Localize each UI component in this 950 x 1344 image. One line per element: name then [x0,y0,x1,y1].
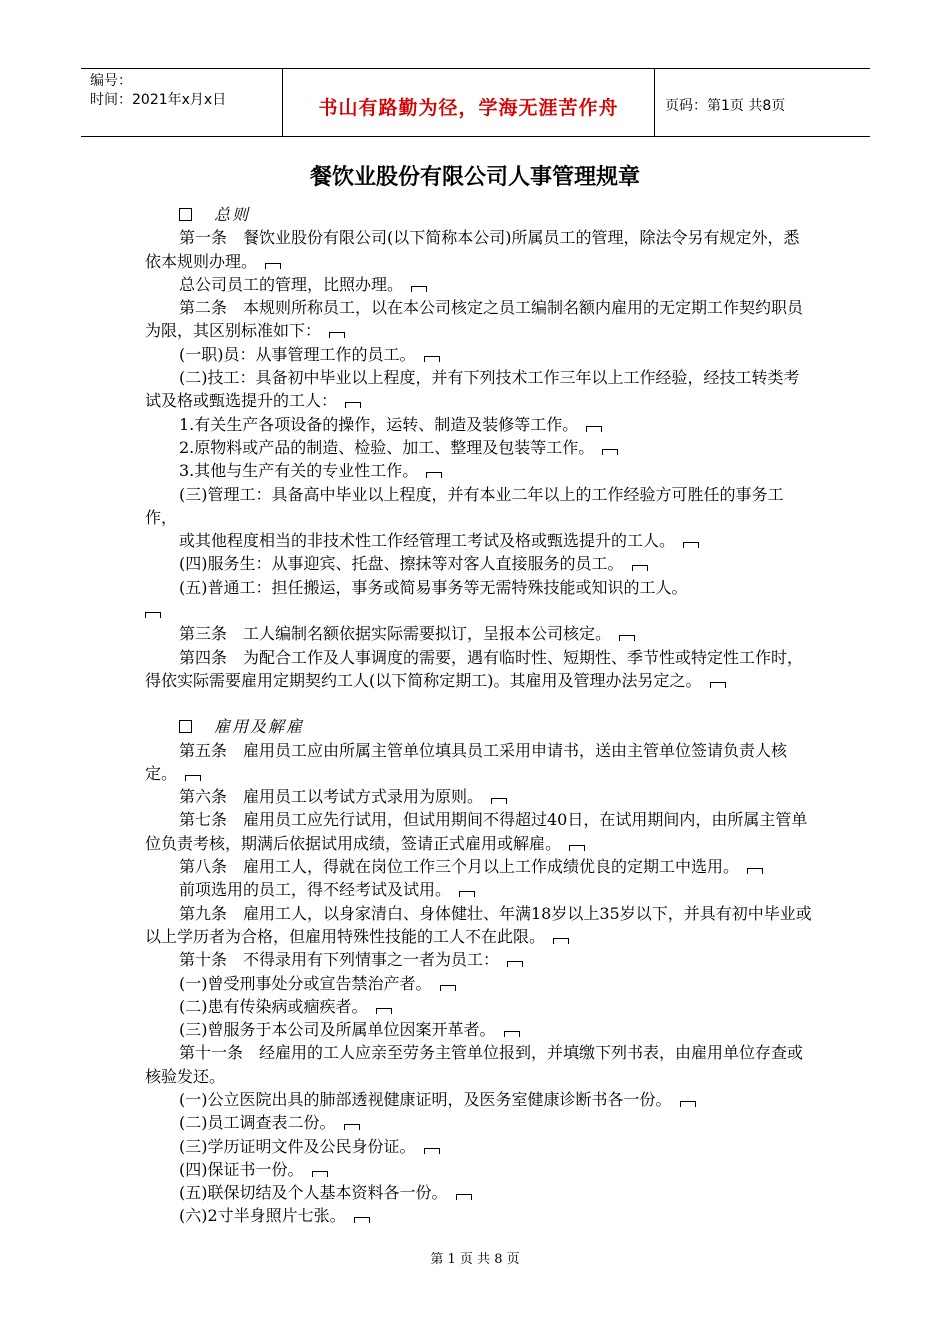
paragraph-mark-icon [376,1008,392,1014]
paragraph: (二)技工：具备初中毕业以上程度，并有下列技术工作三年以上工作经验，经技工转类考试及格或甄选提升的工人： [145,368,800,411]
paragraph: 第五条 雇用员工应由所属主管单位填具员工采用申请书，送由主管单位签请负责人核定。 [145,740,788,783]
checkbox-square-icon [179,208,192,221]
paragraph-mark-icon [602,449,618,455]
paragraph: (一职)员：从事管理工作的员工。 [145,343,815,366]
paragraph: 总公司员工的管理，比照办理。 [145,273,815,296]
paragraph-mark-icon [507,961,523,967]
paragraph: 1.有关生产各项设备的操作，运转、制造及装修等工作。 [145,413,815,436]
paragraph-mark-icon [185,775,201,781]
paragraph-mark-icon [426,472,442,478]
paragraph: 前项选用的员工，得不经考试及试用。 [145,878,815,901]
paragraph: 第十条 不得录用有下列情事之一者为员工： [145,948,815,971]
paragraph: (一)公立医院出具的肺部透视健康证明，及医务室健康诊断书各一份。 [145,1088,815,1111]
paragraph-mark-icon [710,682,726,688]
paragraph: 第二条 本规则所称员工，以在本公司核定之员工编制名额内雇用的无定期工作契约职员为限，其区别标准如下： [145,298,804,341]
checkbox-square-icon [179,720,192,733]
paragraph-mark-icon [747,868,763,874]
paragraph-mark-icon [553,938,569,944]
paragraph-mark-icon [345,402,361,408]
paragraph-mark-icon [491,798,507,804]
paragraph-mark-icon [312,1171,328,1177]
paragraph: (四)服务生：从事迎宾、托盘、擦抹等对客人直接服务的员工。 [145,552,815,575]
section-title: 雇用及解雇 [214,717,305,737]
page-footer: 第 1 页 共 8 页 [430,1252,520,1267]
paragraph: (三)学历证明文件及公民身份证。 [145,1135,815,1158]
paragraph-mark-icon [329,332,345,338]
paragraph-mark-line [145,599,815,622]
document-body [145,203,815,1228]
date-label: 时间：2021年x月x日 [90,92,227,108]
paragraph-mark-icon [440,985,456,991]
paragraph-mark-icon [411,286,427,292]
paragraph: (三)管理工：具备高中毕业以上程度，并有本业二年以上的工作经验方可胜任的事务工作， [145,484,784,527]
paragraph: (四)保证书一份。 [145,1158,815,1181]
paragraph: 第八条 雇用工人，得就在岗位工作三个月以上工作成绩优良的定期工中选用。 [145,855,815,878]
document-title: 餐饮业股份有限公司人事管理规章 [309,165,640,190]
paragraph: 第一条 餐饮业股份有限公司(以下简称本公司)所属员工的管理，除法令另有规定外，悉依本规则办理。 [145,228,800,271]
paragraph-mark-icon [619,635,635,641]
paragraph-mark-icon [632,565,648,571]
paragraph: (二)患有传染病或痼疾者。 [145,995,815,1018]
paragraph: (六)2寸半身照片七张。 [145,1204,815,1227]
header-divider [654,69,655,136]
section-heading-employment [145,715,815,738]
paragraph: 第九条 雇用工人，以身家清白、身体健壮、年满18岁以上35岁以下，并具有初中毕业或以上学历者为合格，但雇用特殊性技能的工人不在此限。 [145,903,812,946]
paragraph: 3.其他与生产有关的专业性工作。 [145,459,815,482]
paragraph: 第三条 工人编制名额依据实际需要拟订，呈报本公司核定。 [145,622,815,645]
paragraph-mark-icon [265,263,281,269]
paragraph: (五)联保切结及个人基本资料各一份。 [145,1181,815,1204]
paragraph-mark-icon [344,1124,360,1130]
number-label: 编号： [90,73,132,89]
section-heading-general [145,203,815,226]
paragraph-mark-icon [354,1217,370,1223]
paragraph: (五)普通工：担任搬运，事务或简易事务等无需特殊技能或知识的工人。 [179,577,688,597]
paragraph: 第六条 雇用员工以考试方式录用为原则。 [145,785,815,808]
section-title: 总则 [214,205,251,224]
header-page-info: 页码：第1页 共8页 [665,98,786,114]
header-motto: 书山有路勤为径，学海无涯苦作舟 [318,97,619,119]
paragraph: 第十一条 经雇用的工人应亲至劳务主管单位报到，并填缴下列书表，由雇用单位存查或核验发还。 [145,1043,804,1086]
paragraph-mark-icon [145,612,161,618]
header-meta [90,72,280,110]
paragraph: (二)员工调查表二份。 [145,1111,815,1134]
paragraph: 第四条 为配合工作及人事调度的需要，遇有临时性、短期性、季节性或特定性工作时，得依实际需要雇用定期契约工人(以下简称定期工)。其雇用及管理办法另定之。 [145,647,804,690]
paragraph-mark-icon [680,1101,696,1107]
paragraph: (一)曾受刑事处分或宣告禁治产者。 [145,972,815,995]
paragraph-mark-icon [683,542,699,548]
paragraph: (三)曾服务于本公司及所属单位因案开革者。 [145,1018,815,1041]
paragraph: 第七条 雇用员工应先行试用，但试用期间不得超过40日，在试用期间内，由所属主管单位负责考核，期满后依据试用成绩，签请正式雇用或解雇。 [145,810,808,853]
paragraph-mark-icon [424,1148,440,1154]
paragraph-mark-icon [459,891,475,897]
document-header [81,68,870,137]
paragraph-mark-icon [586,426,602,432]
paragraph-mark-icon [569,845,585,851]
paragraph-mark-icon [424,356,440,362]
paragraph-mark-icon [456,1194,472,1200]
paragraph-mark-icon [504,1031,520,1037]
paragraph: 2.原物料或产品的制造、检验、加工、整理及包装等工作。 [145,436,815,459]
paragraph: 或其他程度相当的非技术性工作经管理工考试及格或甄选提升的工人。 [145,529,815,552]
spacer [145,692,815,715]
